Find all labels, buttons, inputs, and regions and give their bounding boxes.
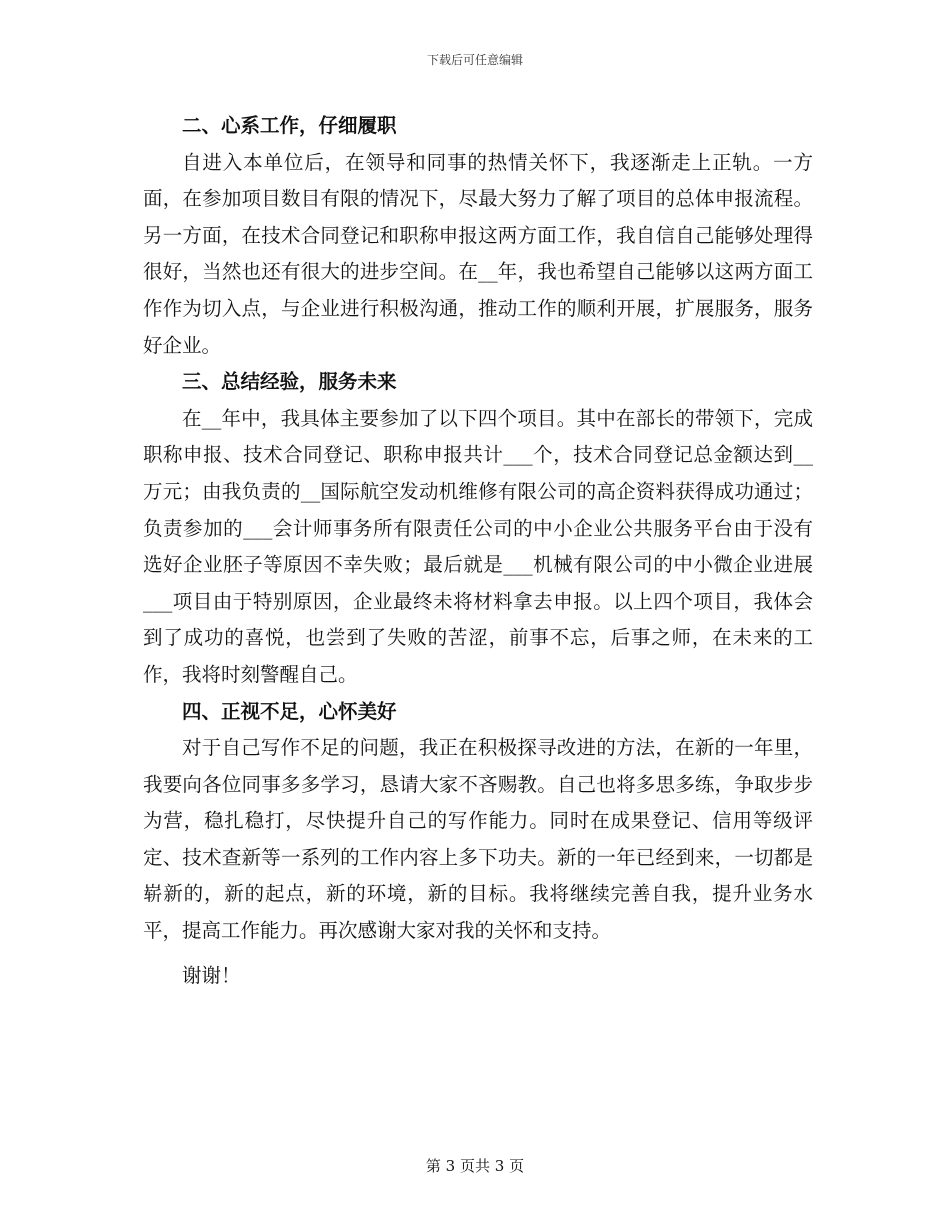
section-paragraph-3: 在__年中，我具体主要参加了以下四个项目。其中在部长的带领下，完成职称申报、技术合同登记、职称申报共计___个，技术合同登记总金额达到__万元；由我负责的__国际航空发动机维修有限公司的高企资料获得成功通过；负责参加的___会计师事务所有限责任公司的中小企业公共服务平台由于没有选好企业胚子等原因不幸失败；最后就是___机械有限公司的中小微企业进展___项目由于特别原因，企业最终未将材料拿去申报。以上四个项目，我体会到了成功的喜悦，也尝到了失败的苦涩，前事不忘，后事之师，在未来的工作，我将时刻警醒自己。 [143, 406, 813, 686]
section-heading-3: 三、总结经验，服务未来 [182, 370, 397, 394]
section-paragraph-2: 自进入本单位后，在领导和同事的热情关怀下，我逐渐走上正轨。一方面，在参加项目数目有限的情况下，尽最大努力了解了项目的总体申报流程。另一方面，在技术合同登记和职称申报这两方面工作，我自信自己能够处理得很好，当然也还有很大的进步空间。在__年，我也希望自己能够以这两方面工作作为切入点，与企业进行积极沟通，推动工作的顺利开展，扩展服务，服务好企业。 [143, 150, 813, 357]
page-header: 下载后可任意编辑 [426, 53, 523, 67]
section-heading-2: 二、心系工作，仔细履职 [182, 114, 397, 137]
document-body [143, 108, 813, 994]
page-number-footer: 第 3 页共 3 页 [425, 1157, 525, 1175]
section-heading-4: 四、正视不足，心怀美好 [182, 699, 397, 723]
closing-thanks: 谢谢！ [182, 963, 241, 987]
section-paragraph-4: 对于自己写作不足的问题，我正在积极探寻改进的方法，在新的一年里，我要向各位同事多多学习，恳请大家不吝赐教。自己也将多思多练，争取步步为营，稳扎稳打，尽快提升自己的写作能力。同时在成果登记、信用等级评定、技术查新等一系列的工作内容上多下功夫。新的一年已经到来，一切都是崭新的，新的起点，新的环境，新的目标。我将继续完善自我，提升业务水平，提高工作能力。再次感谢大家对我的关怀和支持。 [143, 736, 813, 943]
